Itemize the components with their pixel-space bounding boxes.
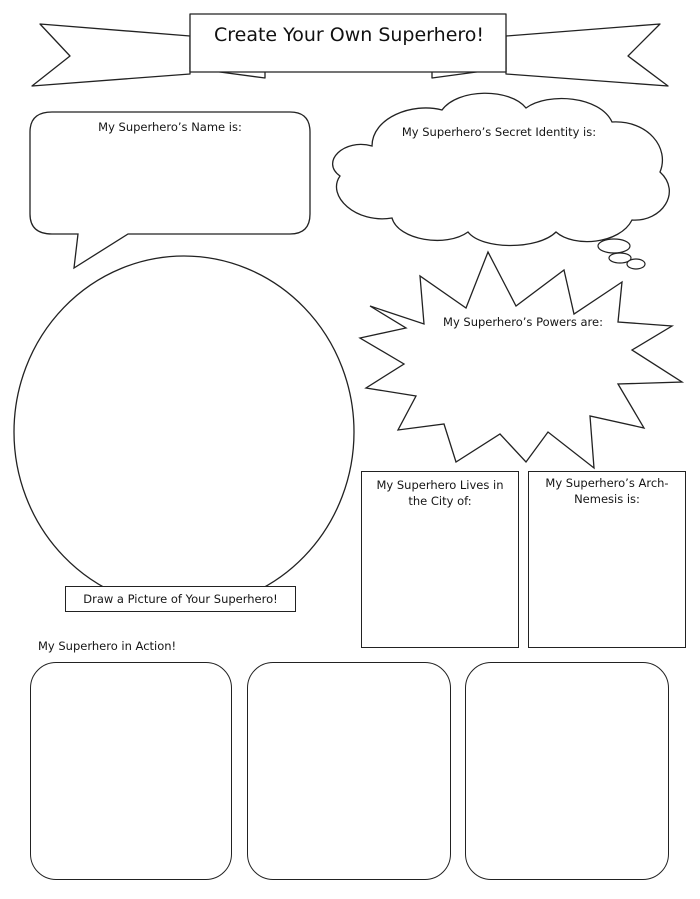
picture-oval [14, 256, 354, 608]
powers-label: My Superhero’s Powers are: [443, 315, 603, 329]
powers-starburst [360, 252, 682, 468]
name-speech-bubble [30, 112, 310, 268]
name-label: My Superhero’s Name is: [98, 120, 242, 134]
city-label: My Superhero Lives in the City of: [376, 478, 504, 508]
secret-identity-label: My Superhero’s Secret Identity is: [401, 125, 597, 139]
thought-bubble-small-icon [627, 259, 645, 269]
thought-bubble-large-icon [598, 239, 630, 253]
picture-label: Draw a Picture of Your Superhero! [83, 592, 278, 606]
secret-identity-cloud [333, 93, 670, 245]
nemesis-label: My Superhero’s Arch-Nemesis is: [545, 476, 669, 506]
action-label: My Superhero in Action! [38, 639, 177, 653]
action-panel-3 [465, 662, 669, 880]
action-panel-2 [247, 662, 451, 880]
action-panel-1 [30, 662, 232, 880]
page-title: Create Your Own Superhero! [213, 24, 485, 46]
